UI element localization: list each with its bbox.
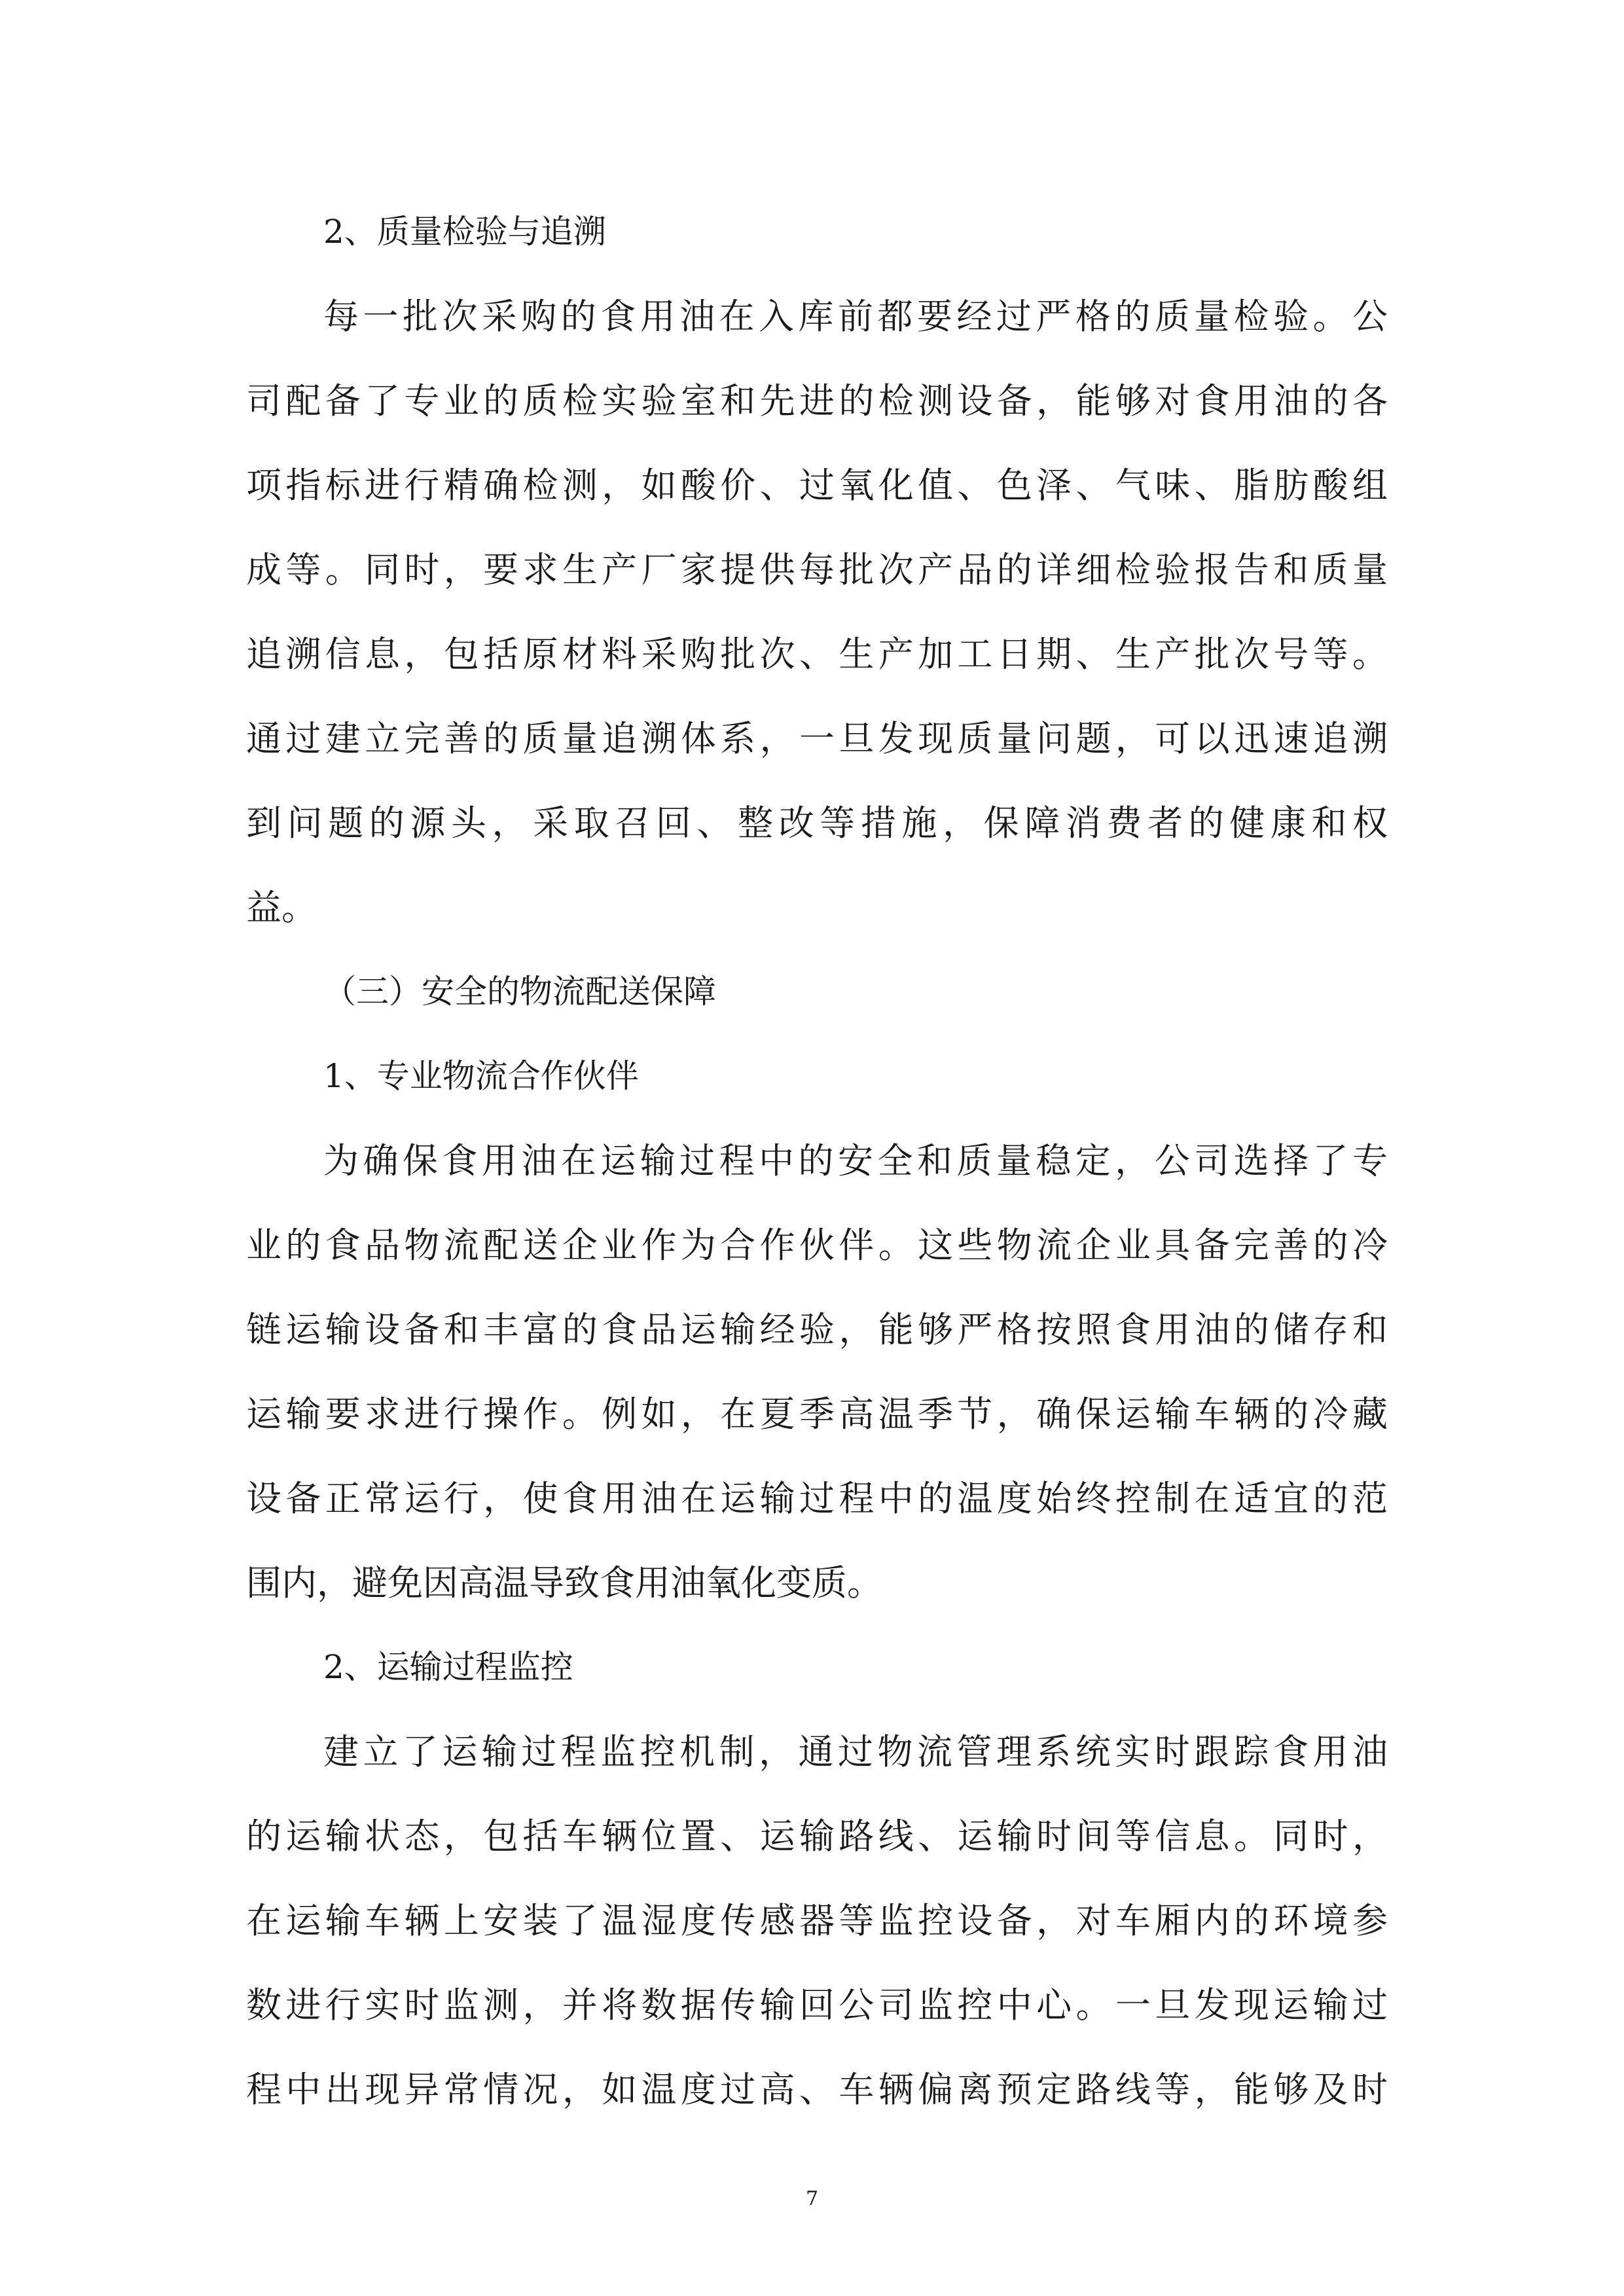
paragraph-line: 链运输设备和丰富的食品运输经验，能够严格按照食用油的储存和 xyxy=(246,1309,1388,1350)
paragraph-line: 通过建立完善的质量追溯体系，一旦发现质量问题，可以迅速追溯 xyxy=(246,718,1388,759)
paragraph-line: 益。 xyxy=(246,887,317,928)
paragraph-line: 追溯信息，包括原材料采购批次、生产加工日期、生产批次号等。 xyxy=(246,634,1388,675)
paragraph-line: 为确保食用油在运输过程中的安全和质量稳定，公司选择了专 xyxy=(323,1140,1388,1181)
paragraph-logistics-partner xyxy=(246,1119,1388,1625)
paragraph-line: 运输要求进行操作。例如，在夏季高温季节，确保运输车辆的冷藏 xyxy=(246,1393,1388,1435)
paragraph-line: 每一批次采购的食用油在入库前都要经过严格的质量检验。公 xyxy=(323,296,1388,337)
paragraph-line: 围内，避免因高温导致食用油氧化变质。 xyxy=(246,1562,882,1604)
paragraph-line: 成等。同时，要求生产厂家提供每批次产品的详细检验报告和质量 xyxy=(246,549,1388,590)
paragraph-line: 司配备了专业的质检实验室和先进的检测设备，能够对食用油的各 xyxy=(246,380,1388,422)
paragraph-line: 数进行实时监测，并将数据传输回公司监控中心。一旦发现运输过 xyxy=(246,1984,1388,2026)
paragraph-line: 设备正常运行，使食用油在运输过程中的温度始终控制在适宜的范 xyxy=(246,1478,1388,1519)
page-body xyxy=(246,190,1388,2132)
paragraph-transport-monitoring xyxy=(246,1710,1388,2132)
paragraph-line: 项指标进行精确检测，如酸价、过氧化值、色泽、气味、脂肪酸组 xyxy=(246,465,1388,506)
paragraph-line: 到问题的源头，采取召回、整改等措施，保障消费者的健康和权 xyxy=(246,802,1388,844)
paragraph-line: 在运输车辆上安装了温湿度传感器等监控设备，对车厢内的环境参 xyxy=(246,1900,1388,1941)
paragraph-line: 程中出现异常情况，如温度过高、车辆偏离预定路线等，能够及时 xyxy=(246,2069,1388,2110)
heading-quality-inspection: 2、质量检验与追溯 xyxy=(323,213,606,251)
heading-section-three: （三）安全的物流配送保障 xyxy=(323,973,716,1011)
heading-logistics-partner: 1、专业物流合作伙伴 xyxy=(323,1057,639,1095)
heading-transport-monitoring: 2、运输过程监控 xyxy=(323,1648,573,1686)
paragraph-line: 的运输状态，包括车辆位置、运输路线、运输时间等信息。同时， xyxy=(246,1816,1388,1857)
paragraph-line: 业的食品物流配送企业作为合作伙伴。这些物流企业具备完善的冷 xyxy=(246,1225,1388,1266)
page-number: 7 xyxy=(805,2187,819,2210)
paragraph-line: 建立了运输过程监控机制，通过物流管理系统实时跟踪食用油 xyxy=(323,1731,1388,1772)
paragraph-quality-inspection xyxy=(246,274,1388,950)
